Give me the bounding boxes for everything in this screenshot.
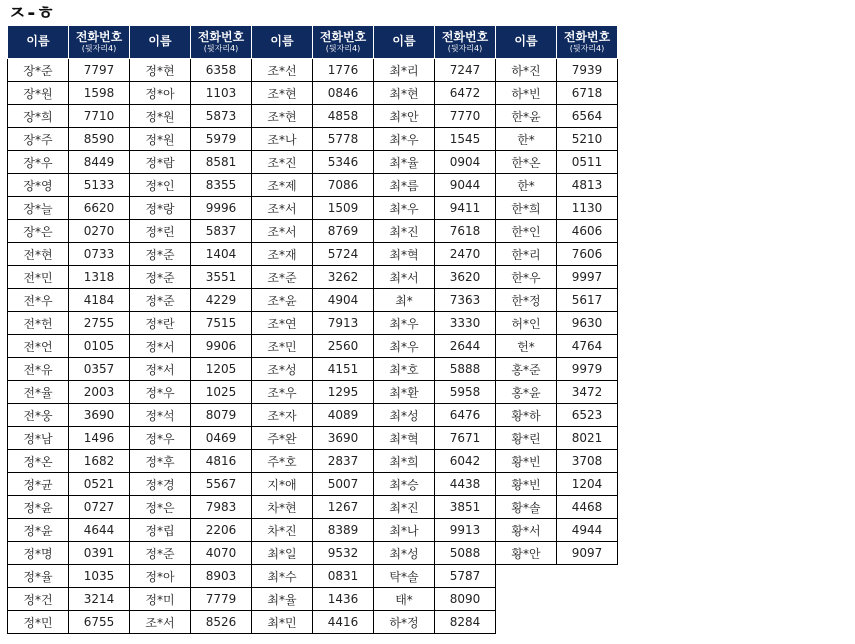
person-name-cell: 전*언 bbox=[8, 335, 69, 358]
person-name-cell: 정*원 bbox=[130, 105, 191, 128]
phone-suffix-cell: 1598 bbox=[69, 82, 130, 105]
person-name-cell: 전*우 bbox=[8, 289, 69, 312]
empty-cell bbox=[496, 611, 557, 634]
table-row bbox=[8, 542, 618, 565]
phone-suffix-cell: 3708 bbox=[557, 450, 618, 473]
phone-suffix-cell: 5979 bbox=[191, 128, 252, 151]
phone-suffix-cell: 8021 bbox=[557, 427, 618, 450]
phone-suffix-cell: 1130 bbox=[557, 197, 618, 220]
phone-suffix-cell: 3262 bbox=[313, 266, 374, 289]
phone-suffix-cell: 6472 bbox=[435, 82, 496, 105]
person-name-cell: 최*리 bbox=[374, 59, 435, 82]
phone-suffix-cell: 2837 bbox=[313, 450, 374, 473]
phone-suffix-cell: 1205 bbox=[191, 358, 252, 381]
header-phone bbox=[557, 26, 618, 59]
phone-suffix-cell: 2206 bbox=[191, 519, 252, 542]
person-name-cell: 정*은 bbox=[130, 496, 191, 519]
header-name: 이름 bbox=[496, 26, 557, 59]
person-name-cell: 정*란 bbox=[130, 312, 191, 335]
phone-suffix-cell: 4416 bbox=[313, 611, 374, 634]
phone-suffix-cell: 6620 bbox=[69, 197, 130, 220]
phone-suffix-cell: 1545 bbox=[435, 128, 496, 151]
phone-suffix-cell: 6564 bbox=[557, 105, 618, 128]
phone-suffix-cell: 7606 bbox=[557, 243, 618, 266]
person-name-cell: 정*경 bbox=[130, 473, 191, 496]
phone-suffix-cell: 3690 bbox=[69, 404, 130, 427]
phone-suffix-cell: 8526 bbox=[191, 611, 252, 634]
person-name-cell: 한* bbox=[496, 174, 557, 197]
phone-suffix-cell: 8090 bbox=[435, 588, 496, 611]
header-phone-label: 전화번호 bbox=[319, 29, 367, 44]
person-name-cell: 지*애 bbox=[252, 473, 313, 496]
phone-suffix-cell: 1025 bbox=[191, 381, 252, 404]
person-name-cell: 태* bbox=[374, 588, 435, 611]
header-phone bbox=[69, 26, 130, 59]
phone-suffix-cell: 5787 bbox=[435, 565, 496, 588]
table-row bbox=[8, 427, 618, 450]
phone-suffix-cell: 1509 bbox=[313, 197, 374, 220]
person-name-cell: 정*우 bbox=[130, 427, 191, 450]
phone-suffix-cell: 2560 bbox=[313, 335, 374, 358]
person-name-cell: 정*윤 bbox=[8, 496, 69, 519]
person-name-cell: 차*진 bbox=[252, 519, 313, 542]
phone-suffix-cell: 4089 bbox=[313, 404, 374, 427]
table-row bbox=[8, 565, 618, 588]
header-phone-label: 전화번호 bbox=[75, 29, 123, 44]
empty-cell bbox=[557, 565, 618, 588]
person-name-cell: 정*서 bbox=[130, 358, 191, 381]
person-name-cell: 전*현 bbox=[8, 243, 69, 266]
phone-suffix-cell: 4944 bbox=[557, 519, 618, 542]
person-name-cell: 허*인 bbox=[496, 312, 557, 335]
phone-suffix-cell: 3214 bbox=[69, 588, 130, 611]
phone-suffix-cell: 0357 bbox=[69, 358, 130, 381]
phone-suffix-cell: 7913 bbox=[313, 312, 374, 335]
phone-suffix-cell: 0391 bbox=[69, 542, 130, 565]
table-body bbox=[8, 59, 618, 634]
phone-suffix-cell: 5888 bbox=[435, 358, 496, 381]
person-name-cell: 황*린 bbox=[496, 427, 557, 450]
person-name-cell: 조*자 bbox=[252, 404, 313, 427]
header-phone-sublabel: (뒷자리4) bbox=[569, 43, 605, 53]
person-name-cell: 최*일 bbox=[252, 542, 313, 565]
person-name-cell: 정*미 bbox=[130, 588, 191, 611]
person-name-cell: 정*민 bbox=[8, 611, 69, 634]
table-row bbox=[8, 59, 618, 82]
person-name-cell: 최*혁 bbox=[374, 427, 435, 450]
phone-suffix-cell: 5873 bbox=[191, 105, 252, 128]
person-name-cell: 정*남 bbox=[8, 427, 69, 450]
person-name-cell: 주*호 bbox=[252, 450, 313, 473]
person-name-cell: 황*안 bbox=[496, 542, 557, 565]
phone-suffix-cell: 4151 bbox=[313, 358, 374, 381]
phone-suffix-cell: 4606 bbox=[557, 220, 618, 243]
header-phone-sublabel: (뒷자리4) bbox=[81, 43, 117, 53]
phone-suffix-cell: 9913 bbox=[435, 519, 496, 542]
table-row bbox=[8, 128, 618, 151]
phone-suffix-cell: 6358 bbox=[191, 59, 252, 82]
phone-suffix-cell: 6523 bbox=[557, 404, 618, 427]
header-phone-sublabel: (뒷자리4) bbox=[203, 43, 239, 53]
person-name-cell: 최*현 bbox=[374, 82, 435, 105]
phone-suffix-cell: 0511 bbox=[557, 151, 618, 174]
person-name-cell: 최*우 bbox=[374, 312, 435, 335]
phone-suffix-cell: 1103 bbox=[191, 82, 252, 105]
person-name-cell: 차*현 bbox=[252, 496, 313, 519]
person-name-cell: 최*율 bbox=[252, 588, 313, 611]
phone-suffix-cell: 4468 bbox=[557, 496, 618, 519]
phone-suffix-cell: 9630 bbox=[557, 312, 618, 335]
phone-suffix-cell: 7247 bbox=[435, 59, 496, 82]
phone-suffix-cell: 7086 bbox=[313, 174, 374, 197]
phone-suffix-cell: 4184 bbox=[69, 289, 130, 312]
phone-suffix-cell: 2644 bbox=[435, 335, 496, 358]
phone-suffix-cell: 8079 bbox=[191, 404, 252, 427]
person-name-cell: 황*하 bbox=[496, 404, 557, 427]
person-name-cell: 장*영 bbox=[8, 174, 69, 197]
header-name: 이름 bbox=[8, 26, 69, 59]
person-name-cell: 헌* bbox=[496, 335, 557, 358]
person-name-cell: 정*건 bbox=[8, 588, 69, 611]
phone-suffix-cell: 6476 bbox=[435, 404, 496, 427]
person-name-cell: 조*성 bbox=[252, 358, 313, 381]
header-phone-sublabel: (뒷자리4) bbox=[447, 43, 483, 53]
phone-suffix-cell: 3620 bbox=[435, 266, 496, 289]
phone-suffix-cell: 5958 bbox=[435, 381, 496, 404]
person-name-cell: 정*아 bbox=[130, 565, 191, 588]
person-name-cell: 하*진 bbox=[496, 59, 557, 82]
table-row bbox=[8, 611, 618, 634]
table-row bbox=[8, 312, 618, 335]
phone-suffix-cell: 0521 bbox=[69, 473, 130, 496]
phone-suffix-cell: 7515 bbox=[191, 312, 252, 335]
phone-suffix-cell: 5088 bbox=[435, 542, 496, 565]
header-phone bbox=[435, 26, 496, 59]
phone-suffix-cell: 0904 bbox=[435, 151, 496, 174]
phone-suffix-cell: 2003 bbox=[69, 381, 130, 404]
phone-suffix-cell: 5837 bbox=[191, 220, 252, 243]
table-row bbox=[8, 588, 618, 611]
person-name-cell: 조*민 bbox=[252, 335, 313, 358]
phone-suffix-cell: 1204 bbox=[557, 473, 618, 496]
phone-suffix-cell: 4644 bbox=[69, 519, 130, 542]
person-name-cell: 전*헌 bbox=[8, 312, 69, 335]
person-name-cell: 장*늘 bbox=[8, 197, 69, 220]
table-row bbox=[8, 243, 618, 266]
person-name-cell: 한*윤 bbox=[496, 105, 557, 128]
person-name-cell: 정*립 bbox=[130, 519, 191, 542]
table-row bbox=[8, 404, 618, 427]
table-row bbox=[8, 335, 618, 358]
person-name-cell: 조*제 bbox=[252, 174, 313, 197]
person-name-cell: 조*윤 bbox=[252, 289, 313, 312]
person-name-cell: 한*우 bbox=[496, 266, 557, 289]
person-name-cell: 최*환 bbox=[374, 381, 435, 404]
phone-suffix-cell: 7797 bbox=[69, 59, 130, 82]
person-name-cell: 황*서 bbox=[496, 519, 557, 542]
person-name-cell: 최*희 bbox=[374, 450, 435, 473]
phone-suffix-cell: 9097 bbox=[557, 542, 618, 565]
phone-suffix-cell: 8590 bbox=[69, 128, 130, 151]
person-name-cell: 하*정 bbox=[374, 611, 435, 634]
person-name-cell: 정*석 bbox=[130, 404, 191, 427]
phone-suffix-cell: 9979 bbox=[557, 358, 618, 381]
phone-suffix-cell: 8581 bbox=[191, 151, 252, 174]
phone-suffix-cell: 4438 bbox=[435, 473, 496, 496]
person-name-cell: 조*진 bbox=[252, 151, 313, 174]
person-name-cell: 정*원 bbox=[130, 128, 191, 151]
person-name-cell: 정*준 bbox=[130, 542, 191, 565]
table-row bbox=[8, 358, 618, 381]
person-name-cell: 정*명 bbox=[8, 542, 69, 565]
person-name-cell: 한*온 bbox=[496, 151, 557, 174]
phone-suffix-cell: 8449 bbox=[69, 151, 130, 174]
empty-cell bbox=[496, 565, 557, 588]
person-name-cell: 장*희 bbox=[8, 105, 69, 128]
person-name-cell: 최*호 bbox=[374, 358, 435, 381]
phone-suffix-cell: 3472 bbox=[557, 381, 618, 404]
person-name-cell: 조*우 bbox=[252, 381, 313, 404]
empty-cell bbox=[557, 588, 618, 611]
person-name-cell: 한*정 bbox=[496, 289, 557, 312]
phone-suffix-cell: 9411 bbox=[435, 197, 496, 220]
phone-suffix-cell: 2470 bbox=[435, 243, 496, 266]
table-row bbox=[8, 381, 618, 404]
person-name-cell: 전*웅 bbox=[8, 404, 69, 427]
person-name-cell: 장*주 bbox=[8, 128, 69, 151]
table-row bbox=[8, 450, 618, 473]
phone-suffix-cell: 3551 bbox=[191, 266, 252, 289]
phone-suffix-cell: 9532 bbox=[313, 542, 374, 565]
person-name-cell: 탁*솔 bbox=[374, 565, 435, 588]
phone-suffix-cell: 5346 bbox=[313, 151, 374, 174]
phone-suffix-cell: 5724 bbox=[313, 243, 374, 266]
phone-suffix-cell: 7363 bbox=[435, 289, 496, 312]
person-name-cell: 최*수 bbox=[252, 565, 313, 588]
person-name-cell: 조*서 bbox=[130, 611, 191, 634]
phone-suffix-cell: 0270 bbox=[69, 220, 130, 243]
person-name-cell: 정*균 bbox=[8, 473, 69, 496]
phone-suffix-cell: 0105 bbox=[69, 335, 130, 358]
person-name-cell: 정*준 bbox=[130, 243, 191, 266]
phone-suffix-cell: 0733 bbox=[69, 243, 130, 266]
person-name-cell: 정*서 bbox=[130, 335, 191, 358]
phone-suffix-cell: 4813 bbox=[557, 174, 618, 197]
header-phone-sublabel: (뒷자리4) bbox=[325, 43, 361, 53]
phone-suffix-cell: 5617 bbox=[557, 289, 618, 312]
person-name-cell: 최*서 bbox=[374, 266, 435, 289]
header-name: 이름 bbox=[130, 26, 191, 59]
phone-suffix-cell: 7779 bbox=[191, 588, 252, 611]
phone-suffix-cell: 7983 bbox=[191, 496, 252, 519]
phone-suffix-cell: 7770 bbox=[435, 105, 496, 128]
person-name-cell: 한*희 bbox=[496, 197, 557, 220]
empty-cell bbox=[496, 588, 557, 611]
person-name-cell: 최*승 bbox=[374, 473, 435, 496]
person-name-cell: 최*우 bbox=[374, 335, 435, 358]
table-row bbox=[8, 289, 618, 312]
person-name-cell: 홍*준 bbox=[496, 358, 557, 381]
header-phone-label: 전화번호 bbox=[563, 29, 611, 44]
table-row bbox=[8, 82, 618, 105]
person-name-cell: 정*현 bbox=[130, 59, 191, 82]
person-name-cell: 조*선 bbox=[252, 59, 313, 82]
person-name-cell: 정*린 bbox=[130, 220, 191, 243]
phone-suffix-cell: 5133 bbox=[69, 174, 130, 197]
person-name-cell: 정*인 bbox=[130, 174, 191, 197]
phone-suffix-cell: 8284 bbox=[435, 611, 496, 634]
page-title: ㅈ-ㅎ bbox=[8, 2, 56, 24]
person-name-cell: 장*준 bbox=[8, 59, 69, 82]
phone-suffix-cell: 5567 bbox=[191, 473, 252, 496]
table-row bbox=[8, 519, 618, 542]
header-phone bbox=[191, 26, 252, 59]
phone-suffix-cell: 9906 bbox=[191, 335, 252, 358]
person-name-cell: 정*우 bbox=[130, 381, 191, 404]
person-name-cell: 정*윤 bbox=[8, 519, 69, 542]
person-name-cell: 최*우 bbox=[374, 197, 435, 220]
table-row bbox=[8, 496, 618, 519]
phone-suffix-cell: 1436 bbox=[313, 588, 374, 611]
phone-suffix-cell: 1295 bbox=[313, 381, 374, 404]
person-name-cell: 하*빈 bbox=[496, 82, 557, 105]
phone-suffix-cell: 4816 bbox=[191, 450, 252, 473]
phone-suffix-cell: 8769 bbox=[313, 220, 374, 243]
header-phone bbox=[313, 26, 374, 59]
person-name-cell: 정*준 bbox=[130, 266, 191, 289]
person-name-cell: 정*후 bbox=[130, 450, 191, 473]
person-name-cell: 최*성 bbox=[374, 542, 435, 565]
table-row bbox=[8, 473, 618, 496]
phone-suffix-cell: 0469 bbox=[191, 427, 252, 450]
phone-suffix-cell: 3330 bbox=[435, 312, 496, 335]
phone-suffix-cell: 4904 bbox=[313, 289, 374, 312]
table-header-row bbox=[8, 26, 618, 59]
phone-suffix-cell: 7618 bbox=[435, 220, 496, 243]
header-name: 이름 bbox=[252, 26, 313, 59]
phone-suffix-cell: 4764 bbox=[557, 335, 618, 358]
person-name-cell: 전*유 bbox=[8, 358, 69, 381]
table-row bbox=[8, 174, 618, 197]
phone-suffix-cell: 7939 bbox=[557, 59, 618, 82]
table-row bbox=[8, 220, 618, 243]
phone-suffix-cell: 9044 bbox=[435, 174, 496, 197]
person-name-cell: 조*나 bbox=[252, 128, 313, 151]
phone-suffix-cell: 8389 bbox=[313, 519, 374, 542]
person-name-cell: 조*준 bbox=[252, 266, 313, 289]
phone-suffix-cell: 8903 bbox=[191, 565, 252, 588]
person-name-cell: 황*빈 bbox=[496, 450, 557, 473]
phone-suffix-cell: 0727 bbox=[69, 496, 130, 519]
phone-suffix-cell: 0831 bbox=[313, 565, 374, 588]
phone-suffix-cell: 5007 bbox=[313, 473, 374, 496]
person-name-cell: 최*안 bbox=[374, 105, 435, 128]
phone-suffix-cell: 1318 bbox=[69, 266, 130, 289]
phone-suffix-cell: 9996 bbox=[191, 197, 252, 220]
person-name-cell: 조*재 bbox=[252, 243, 313, 266]
header-phone-label: 전화번호 bbox=[441, 29, 489, 44]
person-name-cell: 정*준 bbox=[130, 289, 191, 312]
person-name-cell: 정*아 bbox=[130, 82, 191, 105]
phone-suffix-cell: 0846 bbox=[313, 82, 374, 105]
person-name-cell: 최*율 bbox=[374, 151, 435, 174]
person-name-cell: 조*서 bbox=[252, 220, 313, 243]
phone-suffix-cell: 1404 bbox=[191, 243, 252, 266]
phone-suffix-cell: 5210 bbox=[557, 128, 618, 151]
person-name-cell: 조*현 bbox=[252, 105, 313, 128]
person-name-cell: 최*름 bbox=[374, 174, 435, 197]
phone-suffix-cell: 7710 bbox=[69, 105, 130, 128]
person-name-cell: 주*완 bbox=[252, 427, 313, 450]
phone-suffix-cell: 7671 bbox=[435, 427, 496, 450]
phone-roster-table bbox=[7, 25, 618, 634]
phone-suffix-cell: 1496 bbox=[69, 427, 130, 450]
person-name-cell: 최*진 bbox=[374, 220, 435, 243]
phone-suffix-cell: 6755 bbox=[69, 611, 130, 634]
person-name-cell: 장*은 bbox=[8, 220, 69, 243]
person-name-cell: 전*율 bbox=[8, 381, 69, 404]
phone-suffix-cell: 6042 bbox=[435, 450, 496, 473]
person-name-cell: 한*리 bbox=[496, 243, 557, 266]
person-name-cell: 황*빈 bbox=[496, 473, 557, 496]
phone-suffix-cell: 3690 bbox=[313, 427, 374, 450]
person-name-cell: 조*현 bbox=[252, 82, 313, 105]
person-name-cell: 정*온 bbox=[8, 450, 69, 473]
person-name-cell: 최*나 bbox=[374, 519, 435, 542]
phone-suffix-cell: 6718 bbox=[557, 82, 618, 105]
person-name-cell: 한* bbox=[496, 128, 557, 151]
phone-suffix-cell: 1267 bbox=[313, 496, 374, 519]
person-name-cell: 조*연 bbox=[252, 312, 313, 335]
phone-suffix-cell: 9997 bbox=[557, 266, 618, 289]
person-name-cell: 장*우 bbox=[8, 151, 69, 174]
person-name-cell: 최*성 bbox=[374, 404, 435, 427]
phone-suffix-cell: 5778 bbox=[313, 128, 374, 151]
person-name-cell: 최*우 bbox=[374, 128, 435, 151]
phone-suffix-cell: 1682 bbox=[69, 450, 130, 473]
header-phone-label: 전화번호 bbox=[197, 29, 245, 44]
person-name-cell: 전*민 bbox=[8, 266, 69, 289]
person-name-cell: 최*민 bbox=[252, 611, 313, 634]
phone-suffix-cell: 8355 bbox=[191, 174, 252, 197]
phone-suffix-cell: 4070 bbox=[191, 542, 252, 565]
person-name-cell: 정*랑 bbox=[130, 197, 191, 220]
table-row bbox=[8, 266, 618, 289]
person-name-cell: 장*원 bbox=[8, 82, 69, 105]
empty-cell bbox=[557, 611, 618, 634]
person-name-cell: 한*인 bbox=[496, 220, 557, 243]
header-name: 이름 bbox=[374, 26, 435, 59]
person-name-cell: 정*람 bbox=[130, 151, 191, 174]
person-name-cell: 황*솔 bbox=[496, 496, 557, 519]
person-name-cell: 정*율 bbox=[8, 565, 69, 588]
person-name-cell: 홍*윤 bbox=[496, 381, 557, 404]
phone-suffix-cell: 1776 bbox=[313, 59, 374, 82]
table-row bbox=[8, 197, 618, 220]
table-row bbox=[8, 151, 618, 174]
person-name-cell: 최* bbox=[374, 289, 435, 312]
person-name-cell: 최*혁 bbox=[374, 243, 435, 266]
person-name-cell: 조*서 bbox=[252, 197, 313, 220]
phone-suffix-cell: 4858 bbox=[313, 105, 374, 128]
table-row bbox=[8, 105, 618, 128]
phone-suffix-cell: 2755 bbox=[69, 312, 130, 335]
phone-suffix-cell: 4229 bbox=[191, 289, 252, 312]
phone-suffix-cell: 1035 bbox=[69, 565, 130, 588]
person-name-cell: 최*진 bbox=[374, 496, 435, 519]
phone-suffix-cell: 3851 bbox=[435, 496, 496, 519]
